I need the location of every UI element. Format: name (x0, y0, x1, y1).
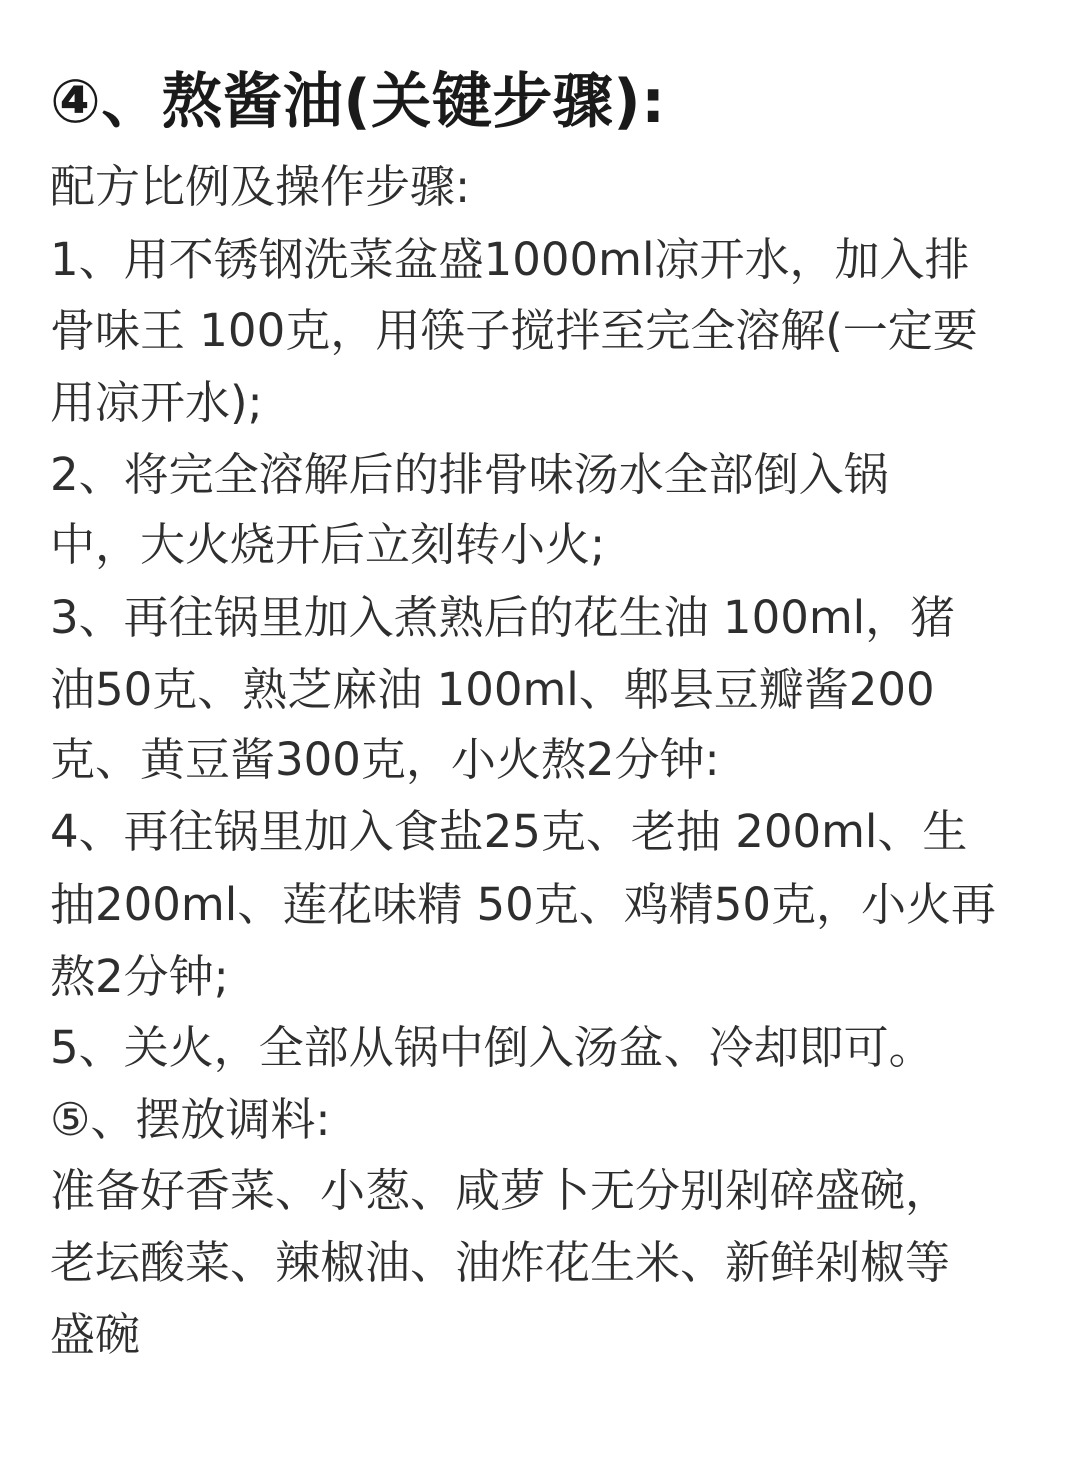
recipe-subtitle-formula: 配方比例及操作步骤: (50, 160, 471, 213)
condiments-line-1: 准备好香菜、小葱、咸萝卜无分别剁碎盛碗， (50, 1164, 951, 1217)
step-4-line-3: 熬2分钟; (50, 950, 229, 1003)
step-2-line-1: 2、将完全溶解后的排骨味汤水全部倒入锅 (50, 448, 889, 501)
step-3-line-3: 克、黄豆酱300克，小火熬2分钟: (50, 733, 720, 786)
section-heading-condiments: ⑤、摆放调料: (50, 1093, 331, 1146)
section-heading-boil-soy-sauce: ④、熬酱油(关键步骤): (50, 67, 666, 137)
step-3-line-2: 油50克、熟芝麻油 100ml、郫县豆瓣酱200 (50, 663, 935, 716)
condiments-line-3: 盛碗 (50, 1308, 141, 1361)
step-5-line-1: 5、关火，全部从锅中倒入汤盆、冷却即可。 (50, 1021, 934, 1074)
step-1-line-3: 用凉开水); (50, 376, 263, 429)
step-1-line-1: 1、用不锈钢洗菜盆盛1000ml凉开水，加入排 (50, 233, 970, 286)
step-4-line-2: 抽200ml、莲花味精 50克、鸡精50克，小火再 (50, 878, 997, 931)
step-1-line-2: 骨味王 100克，用筷子搅拌至完全溶解(一定要 (50, 304, 978, 357)
condiments-line-2: 老坛酸菜、辣椒油、油炸花生米、新鲜剁椒等 (50, 1236, 951, 1289)
step-3-line-1: 3、再往锅里加入煮熟后的花生油 100ml，猪 (50, 591, 956, 644)
step-2-line-2: 中，大火烧开后立刻转小火; (50, 518, 606, 571)
step-4-line-1: 4、再往锅里加入食盐25克、老抽 200ml、生 (50, 805, 968, 858)
